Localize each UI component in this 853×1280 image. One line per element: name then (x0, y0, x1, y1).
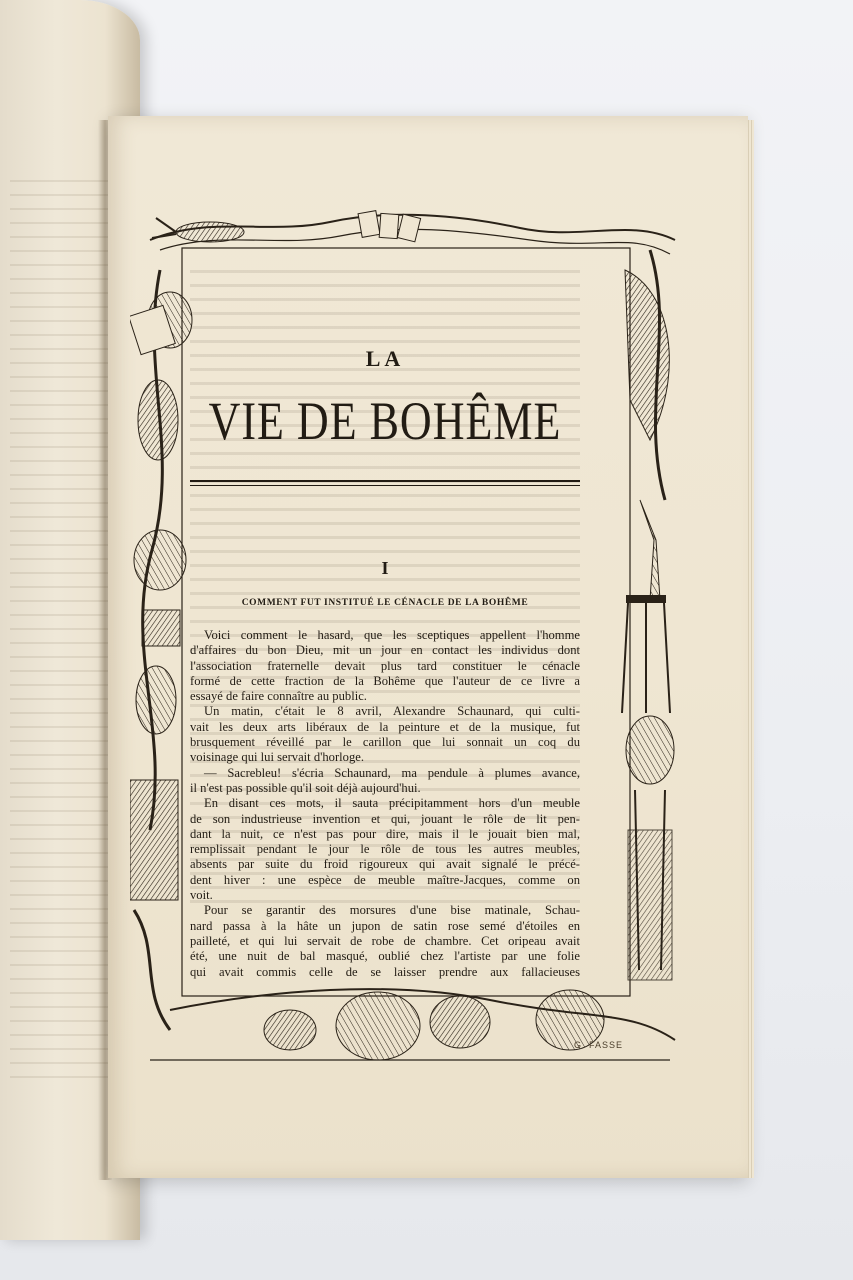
page-edges (748, 120, 754, 1178)
text-line: de son industrieuse invention et qui, jouant le rôle de lit pen- (190, 811, 580, 826)
text-line: voisinage qui lui servait d'horloge. (190, 750, 365, 765)
text-line: dent hiver : une espèce de meuble maître-Jacques, comme on (190, 872, 580, 887)
text-line: En disant ces mots, il sauta précipitamment hors d'un meuble (204, 796, 580, 811)
left-page-bleed-through (10, 180, 110, 1080)
text-line: absents par suite du froid rigoureux qui avait signalé le précé- (190, 857, 580, 872)
text-line: l'association fraternelle devait plus tard constituer le cénacle (190, 658, 580, 673)
engraver-signature: G. FASSE (574, 1040, 624, 1050)
text-line: il n'est pas possible qu'il soit déjà aujourd'hui. (190, 780, 421, 795)
text-line: nard passa à la hâte un jupon de satin rose semé d'étoiles en (190, 918, 580, 933)
text-line: qui avait commis celle de se laisser prendre aux fallacieuses (190, 964, 580, 979)
chapter-title: COMMENT FUT INSTITUÉ LE CÉNACLE DE LA BOHÊME (241, 598, 529, 608)
text-line: voit. (190, 888, 213, 903)
title-article: LA (365, 346, 405, 371)
book-title: VIE DE BOHÊME (208, 391, 562, 451)
text-line: remplissait pendant le jour le rôle de tous les autres meubles, (190, 842, 580, 857)
text-line: brusquement réveillé par le carillon que lui sonnait un coq du (190, 735, 580, 750)
text-line: été, une nuit de bal masqué, oublié chez l'artiste par une folie (190, 949, 580, 964)
title-rule-thin (190, 485, 580, 486)
text-line: dant la nuit, ce n'est pas pour dire, mais il le jouait bien mal, (190, 826, 580, 841)
text-line: Voici comment le hasard, que les sceptiques appellent l'homme (204, 628, 580, 642)
text-line: d'affaires du bon Dieu, mit un jour en contact les individus dont (190, 643, 580, 658)
text-line: formé de cette fraction de la Bohême que l'auteur de ce livre a (190, 673, 580, 688)
title-rule-thick (190, 480, 580, 482)
text-line: — Sacrebleu! s'écria Schaunard, ma pendule à plumes avance, (204, 765, 580, 780)
text-line: vait les deux arts libéraux de la peinture et de la musique, fut (190, 719, 580, 734)
chapter-number: I (381, 558, 389, 578)
text-line: pailleté, et qui lui servait de robe de chambre. Cet oripeau avait (190, 933, 580, 948)
page-text-block (190, 262, 580, 979)
text-line: Pour se garantir des morsures d'une bise matinale, Schau- (204, 903, 580, 918)
chapter-body-text (190, 628, 580, 980)
text-line: Un matin, c'était le 8 avril, Alexandre Schaunard, qui culti- (204, 704, 580, 719)
left-foliage-column (130, 270, 192, 1030)
lobster-ornament (152, 218, 244, 242)
text-line: essayé de faire connaître au public. (190, 689, 367, 704)
